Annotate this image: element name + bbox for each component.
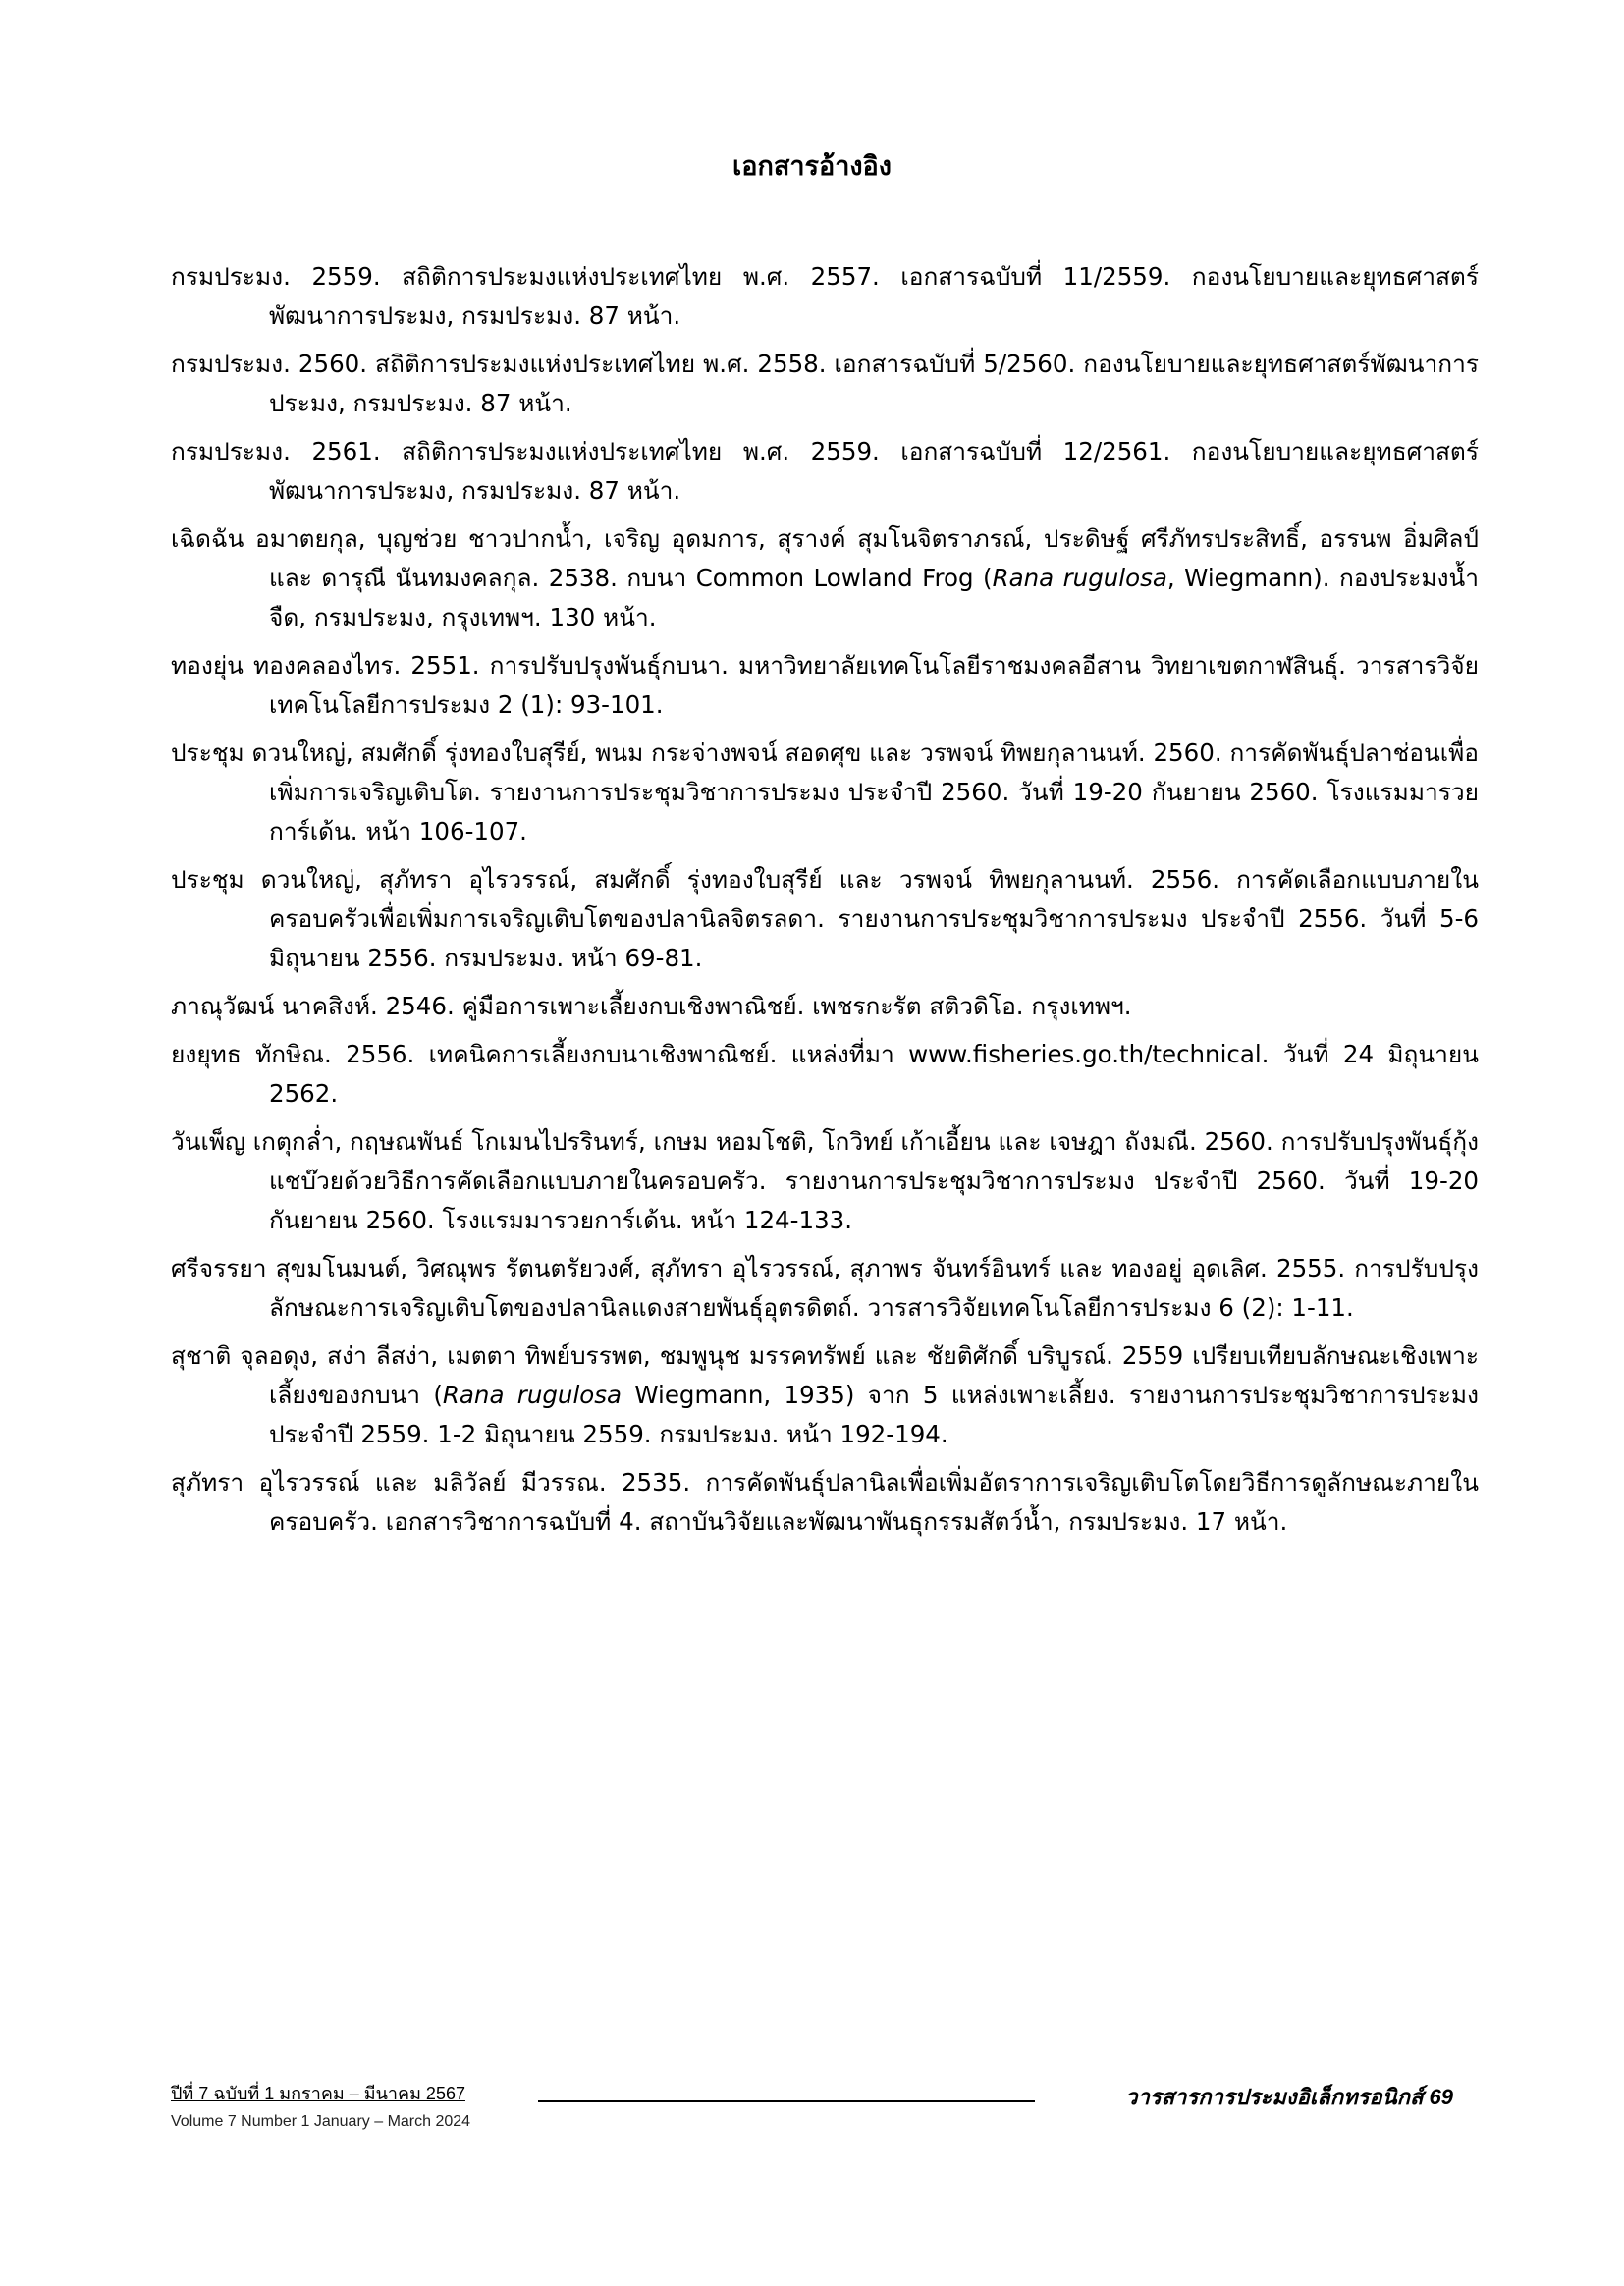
reference-text: กรมประมง. 2559. สถิติการประมงแห่งประเทศไทย พ.ศ. 2557. เอกสารฉบับที่ 11/2559. กองนโยบายและยุทธศาสตร์พัฒนาการประมง, กรมประมง. 87 หน้า. bbox=[171, 262, 1479, 330]
reference-item bbox=[171, 1463, 1479, 1542]
reference-item bbox=[171, 345, 1479, 423]
reference-text: Wiegmann, 1935) จาก 5 แหล่งเพาะเลี้ยง. รายงานการประชุมวิชาการประมง ประจำปี 2559. 1-2 มิถุนายน 2559. กรมประมง. หน้า 192-194. bbox=[269, 1381, 1479, 1448]
reference-item bbox=[171, 1035, 1479, 1114]
reference-text: กรมประมง. 2560. สถิติการประมงแห่งประเทศไทย พ.ศ. 2558. เอกสารฉบับที่ 5/2560. กองนโยบายและยุทธศาสตร์พัฒนาการประมง, กรมประมง. 87 หน้า. bbox=[171, 350, 1479, 417]
reference-text: , Wiegmann). กองประมงน้ำจืด, กรมประมง, กรุงเทพฯ. 130 หน้า. bbox=[269, 564, 1480, 631]
reference-item bbox=[171, 519, 1479, 637]
section-title: เอกสารอ้างอิง bbox=[732, 151, 892, 182]
reference-text: สุภัทรา อุไรวรรณ์ และ มลิวัลย์ มีวรรณ. 2535. การคัดพันธุ์ปลานิลเพื่อเพิ่มอัตราการเจริญเติบโตโดยวิธีการดูลักษณะภายในครอบครัว. เอกสารวิชาการฉบับที่ 4. สถาบันวิจัยและพัฒนาพันธุกรรมสัตว์น้ำ, กรมประมง. 17 หน้า. bbox=[171, 1468, 1479, 1536]
reference-text: ประชุม ดวนใหญ่, สมศักดิ์ รุ่งทองใบสุรีย์, พนม กระจ่างพจน์ สอดศุข และ วรพจน์ ทิพยกุลานนท์. 2560. การคัดพันธุ์ปลาช่อนเพื่อเพิ่มการเจริญเติบโต. รายงานการประชุมวิชาการประมง ประจำปี 2560. วันที่ 19-20 กันยายน 2560. โรงแรมมารวยการ์เด้น. หน้า 106-107. bbox=[171, 738, 1479, 845]
reference-item bbox=[171, 987, 1479, 1026]
reference-species-name: Rana rugulosa bbox=[442, 1381, 623, 1409]
reference-item bbox=[171, 1122, 1479, 1240]
reference-item bbox=[171, 432, 1479, 511]
reference-item bbox=[171, 257, 1479, 336]
reference-text: ยงยุทธ ทักษิณ. 2556. เทคนิคการเลี้ยงกบนาเชิงพาณิชย์. แหล่งที่มา www.fisheries.go.th/technical. วันที่ 24 มิถุนายน 2562. bbox=[171, 1040, 1479, 1108]
footer-journal-page: วารสารการประมงอิเล็กทรอนิกส์ 69 bbox=[1125, 2085, 1453, 2109]
footer-issue-thai: ปีที่ 7 ฉบับที่ 1 มกราคม – มีนาคม 2567 bbox=[171, 2084, 465, 2103]
reference-text: ประชุม ดวนใหญ่, สุภัทรา อุไรวรรณ์, สมศักดิ์ รุ่งทองใบสุรีย์ และ วรพจน์ ทิพยกุลานนท์. 2556. การคัดเลือกแบบภายในครอบครัวเพื่อเพิ่มการเจริญเติบโตของปลานิลจิตรลดา. รายงานการประชุมวิชาการประมง ประจำปี 2556. วันที่ 5-6 มิถุนายน 2556. กรมประมง. หน้า 69-81. bbox=[171, 865, 1479, 972]
reference-text: สุชาติ จุลอดุง, สง่า ลีสง่า, เมตตา ทิพย์บรรพต, ชมพูนุช มรรคทรัพย์ และ ชัยติศักดิ์ บริบูรณ์. 2559 เปรียบเทียบลักษณะเชิงเพาะเลี้ยงของกบนา ( bbox=[171, 1341, 1479, 1409]
reference-list bbox=[171, 257, 1479, 1551]
footer-issue-english: Volume 7 Number 1 January – March 2024 bbox=[171, 2113, 471, 2130]
footer-issue bbox=[171, 2082, 470, 2133]
reference-item bbox=[171, 646, 1479, 725]
reference-text: วันเพ็ญ เกตุกล่ำ, กฤษณพันธ์ โกเมนไปรรินทร์, เกษม หอมโชติ, โกวิทย์ เก้าเอี้ยน และ เจษฎา ถังมณี. 2560. การปรับปรุงพันธุ์กุ้งแชบ๊วยด้วยวิธีการคัดเลือกแบบภายในครอบครัว. รายงานการประชุมวิชาการประมง ประจำปี 2560. วันที่ 19-20 กันยายน 2560. โรงแรมมารวยการ์เด้น. หน้า 124-133. bbox=[171, 1127, 1479, 1234]
reference-item bbox=[171, 734, 1479, 851]
reference-text: ภาณุวัฒน์ นาคสิงห์. 2546. คู่มือการเพาะเลี้ยงกบเชิงพาณิชย์. เพชรกะรัต สติวดิโอ. กรุงเทพฯ. bbox=[171, 992, 1132, 1020]
footer-divider bbox=[538, 2100, 1035, 2102]
reference-text: ศรีจรรยา สุขมโนมนต์, วิศณุพร รัตนตรัยวงศ์, สุภัทรา อุไรวรรณ์, สุภาพร จันทร์อินทร์ และ ทองอยู่ อุดเลิศ. 2555. การปรับปรุงลักษณะการเจริญเติบโตของปลานิลแดงสายพันธุ์อุตรดิตถ์. วารสารวิจัยเทคโนโลยีการประมง 6 (2): 1-11. bbox=[171, 1254, 1479, 1322]
reference-item bbox=[171, 860, 1479, 978]
reference-species-name: Rana rugulosa bbox=[992, 564, 1167, 592]
reference-text: เฉิดฉัน อมาตยกุล, บุญช่วย ชาวปากน้ำ, เจริญ อุดมการ, สุรางค์ สุมโนจิตราภรณ์, ประดิษฐ์ ศรีภัทรประสิทธิ์, อรรนพ อิ่มศิลป์ และ ดารุณี นันทมงคลกุล. 2538. กบนา Common Lowland Frog ( bbox=[171, 524, 1479, 592]
reference-item bbox=[171, 1336, 1479, 1454]
reference-text: กรมประมง. 2561. สถิติการประมงแห่งประเทศไทย พ.ศ. 2559. เอกสารฉบับที่ 12/2561. กองนโยบายและยุทธศาสตร์พัฒนาการประมง, กรมประมง. 87 หน้า. bbox=[171, 437, 1479, 505]
reference-text: ทองยุ่น ทองคลองไทร. 2551. การปรับปรุงพันธุ์กบนา. มหาวิทยาลัยเทคโนโลยีราชมงคลอีสาน วิทยาเขตกาฬสินธุ์. วารสารวิจัยเทคโนโลยีการประมง 2 (1): 93-101. bbox=[171, 651, 1479, 719]
reference-item bbox=[171, 1249, 1479, 1328]
